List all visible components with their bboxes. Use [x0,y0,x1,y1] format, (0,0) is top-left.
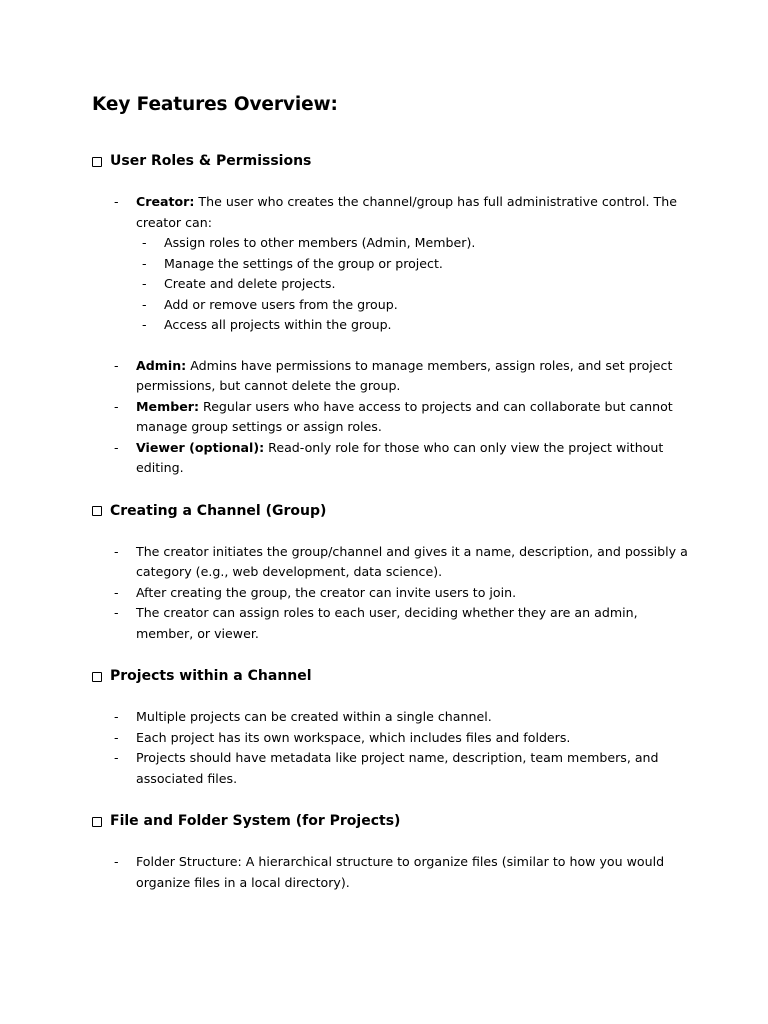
term-admin: Admin: [136,357,187,373]
sub-list-item: - Access all projects within the group. [142,315,688,336]
list-item: - Projects should have metadata like project name, description, team members, and associated files. [114,748,688,789]
section-heading-user-roles [92,151,688,171]
user-roles-list [92,192,688,336]
section-heading-label: Creating a Channel (Group) [110,502,327,519]
sub-list-item: - Manage the settings of the group or project. [142,254,688,275]
text-creator: The user who creates the channel/group has full administrative control. The creator can: [136,194,677,230]
page-title: Key Features Overview: [92,94,338,115]
list-item-creator [114,192,688,233]
file-folder-list [92,852,688,893]
list-item: - The creator can assign roles to each user, deciding whether they are an admin, member, or viewer. [114,603,688,644]
section-heading-creating-channel [92,501,688,521]
list-item: - Folder Structure: A hierarchical structure to organize files (similar to how you would organize files in a local directory). [114,852,688,893]
checkbox-icon[interactable] [92,506,102,516]
term-creator: Creator: [136,194,195,209]
term-viewer: Viewer (optional): [136,439,265,455]
term-member: Member: [136,398,199,414]
list-item-viewer [114,438,688,479]
sub-list-item: - Create and delete projects. [142,274,688,295]
text-member: Regular users who have access to projects and can collaborate but cannot manage group settings or assign roles. [136,398,673,434]
list-item: - Multiple projects can be created within a single channel. [114,707,688,728]
section-heading-label: File and Folder System (for Projects) [110,813,401,829]
section-heading-label: User Roles & Permissions [110,153,312,169]
creator-sub-list [114,233,688,336]
list-item: - The creator initiates the group/channel and gives it a name, description, and possibly a category (e.g., web development, data science). [114,542,688,583]
checkbox-icon[interactable] [92,672,102,682]
user-roles-list-2 [92,356,688,479]
sub-list-item: - Assign roles to other members (Admin, Member). [142,233,688,254]
section-heading-projects [92,666,688,686]
creator-sub-list-wrapper [114,233,688,336]
list-item: - After creating the group, the creator can invite users to join. [114,583,688,604]
text-viewer: Read-only role for those who can only view the project without editing. [136,439,664,475]
list-item-member [114,397,688,438]
section-heading-label: Projects within a Channel [110,668,312,684]
list-item: - Each project has its own workspace, which includes files and folders. [114,728,688,749]
list-item-admin [114,356,688,397]
projects-list [92,707,688,789]
text-admin: Admins have permissions to manage members, assign roles, and set project permissions, but cannot delete the group. [136,357,673,393]
sub-list-item: - Add or remove users from the group. [142,295,688,316]
checkbox-icon[interactable] [92,157,102,167]
creating-channel-list [92,542,688,645]
checkbox-icon[interactable] [92,817,102,827]
section-heading-file-folder [92,811,688,831]
